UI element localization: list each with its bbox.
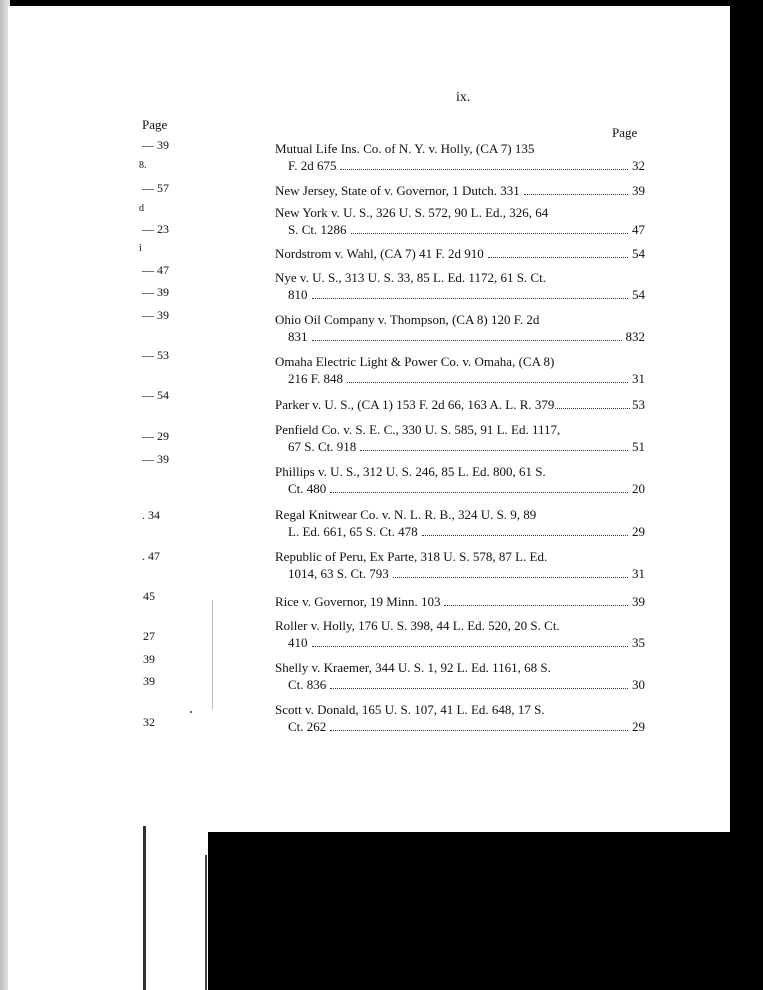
entry-text-cont: Ct. 836 (288, 677, 327, 692)
entry-page: 53 (632, 397, 645, 412)
entry-page: 31 (632, 371, 645, 386)
entry-text: New Jersey, State of v. Governor, 1 Dutch. 331 (275, 183, 520, 198)
entry-text-cont: 810 (288, 287, 308, 302)
index-entry (275, 617, 645, 651)
left-fragment: — 53 (142, 348, 169, 362)
left-fragment: — 23 (142, 222, 169, 236)
entry-text: Rice v. Governor, 19 Minn. 103 (275, 594, 441, 609)
scan-artifact (212, 600, 213, 710)
entry-text-cont: 216 F. 848 (288, 371, 343, 386)
entry-text: Shelly v. Kraemer, 344 U. S. 1, 92 L. Ed. 1161, 68 S. (275, 660, 551, 675)
index-entry (275, 204, 645, 238)
left-fragment: — 39 (142, 308, 169, 322)
entry-text: Scott v. Donald, 165 U. S. 107, 41 L. Ed. 648, 17 S. (275, 702, 545, 717)
entry-text: Omaha Electric Light & Power Co. v. Omaha, (CA 8) (275, 354, 555, 369)
page-number: ix. (456, 90, 471, 105)
left-fragment: — 54 (142, 388, 169, 402)
left-fragment: i (139, 243, 142, 254)
entry-page: 54 (632, 287, 645, 302)
entry-text: Nordstrom v. Wahl, (CA 7) 41 F. 2d 910 (275, 246, 484, 261)
entry-text: Roller v. Holly, 176 U. S. 398, 44 L. Ed. 520, 20 S. Ct. (275, 618, 560, 633)
left-fragment: 27 (143, 629, 155, 643)
entry-text: Phillips v. U. S., 312 U. S. 246, 85 L. Ed. 800, 61 S. (275, 464, 546, 479)
index-entry (275, 548, 645, 582)
index-entry (275, 269, 645, 303)
index-entry (275, 421, 645, 455)
left-fragment: — 39 (142, 285, 169, 299)
entry-text: Nye v. U. S., 313 U. S. 33, 85 L. Ed. 1172, 61 S. Ct. (275, 270, 546, 285)
entry-page: 30 (632, 677, 645, 692)
index-entry (275, 182, 645, 199)
leader-dots (312, 646, 629, 647)
leader-dots (330, 492, 628, 493)
entry-text: New York v. U. S., 326 U. S. 572, 90 L. Ed., 326, 64 (275, 205, 549, 220)
right-column-header: Page (612, 125, 638, 140)
entry-text-cont: F. 2d 675 (288, 158, 337, 173)
entry-text-cont: Ct. 480 (288, 481, 327, 496)
entry-text: Republic of Peru, Ex Parte, 318 U. S. 578, 87 L. Ed. (275, 549, 548, 564)
left-fragment: 32 (143, 715, 155, 729)
leader-dots (393, 577, 628, 578)
entry-text: Ohio Oil Company v. Thompson, (CA 8) 120 F. 2d (275, 312, 540, 327)
left-fragment: — 39 (142, 452, 169, 466)
left-fragment: d (139, 203, 144, 214)
leader-dots (488, 257, 628, 258)
entry-page: 832 (625, 329, 645, 344)
entry-text: Penfield Co. v. S. E. C., 330 U. S. 585, 91 L. Ed. 1117, (275, 422, 561, 437)
entry-text-cont: 1014, 63 S. Ct. 793 (288, 566, 389, 581)
index-entry (275, 396, 645, 413)
leader-dots (444, 605, 628, 606)
index-entry (275, 353, 645, 387)
left-fragment: — 29 (142, 429, 169, 443)
index-entry (275, 701, 645, 735)
entry-page: 39 (632, 594, 645, 609)
index-entry (275, 245, 645, 262)
leader-dots (330, 688, 628, 689)
leader-dots (524, 194, 628, 195)
entry-page: 47 (632, 222, 645, 237)
entry-page: 29 (632, 719, 645, 734)
binding-shadow (205, 855, 207, 990)
leader-dots (330, 730, 628, 731)
leader-dots (422, 535, 628, 536)
entry-text-cont: S. Ct. 1286 (288, 222, 347, 237)
leader-dots (360, 450, 628, 451)
leader-dots (340, 169, 628, 170)
binding-shadow (143, 826, 146, 990)
entry-page: 31 (632, 566, 645, 581)
leader-dots (312, 298, 629, 299)
entry-page: 29 (632, 524, 645, 539)
entry-page: 54 (632, 246, 645, 261)
entry-page: 32 (632, 158, 645, 173)
index-entry (275, 506, 645, 540)
left-fragment: — 57 (142, 181, 169, 195)
left-fragment: 45 (143, 589, 155, 603)
left-column-header: Page (142, 117, 168, 132)
entry-text-cont: 410 (288, 635, 308, 650)
left-fragment: 39 (143, 674, 155, 688)
entry-page: 39 (632, 183, 645, 198)
entry-text-cont: 67 S. Ct. 918 (288, 439, 357, 454)
entry-text-cont: 831 (288, 329, 308, 344)
entry-page: 51 (632, 439, 645, 454)
entry-page: 35 (632, 635, 645, 650)
leader-dots (347, 382, 628, 383)
left-fragment: . 47 (142, 549, 160, 563)
entry-page: 20 (632, 481, 645, 496)
leader-dots (312, 340, 622, 341)
entry-text: Parker v. U. S., (CA 1) 153 F. 2d 66, 163 A. L. R. 379 (275, 397, 555, 412)
left-fragment: — 47 (142, 263, 169, 277)
entry-text: Regal Knitwear Co. v. N. L. R. B., 324 U. S. 9, 89 (275, 507, 537, 522)
index-entry (275, 140, 645, 174)
left-fragment: 8. (139, 160, 147, 171)
leader-dots (351, 233, 628, 234)
index-entry (275, 463, 645, 497)
entry-text-cont: Ct. 262 (288, 719, 327, 734)
index-entry (275, 311, 645, 345)
leader-dots (555, 408, 630, 409)
left-fragment: — 39 (142, 138, 169, 152)
index-entry (275, 659, 645, 693)
entry-text-cont: L. Ed. 661, 65 S. Ct. 478 (288, 524, 418, 539)
left-fragment: 39 (143, 652, 155, 666)
entry-text: Mutual Life Ins. Co. of N. Y. v. Holly, (CA 7) 135 (275, 141, 535, 156)
page-lower-margin (8, 830, 208, 990)
scan-speck (190, 711, 192, 713)
left-fragment: . 34 (142, 508, 160, 522)
index-entry (275, 593, 645, 610)
